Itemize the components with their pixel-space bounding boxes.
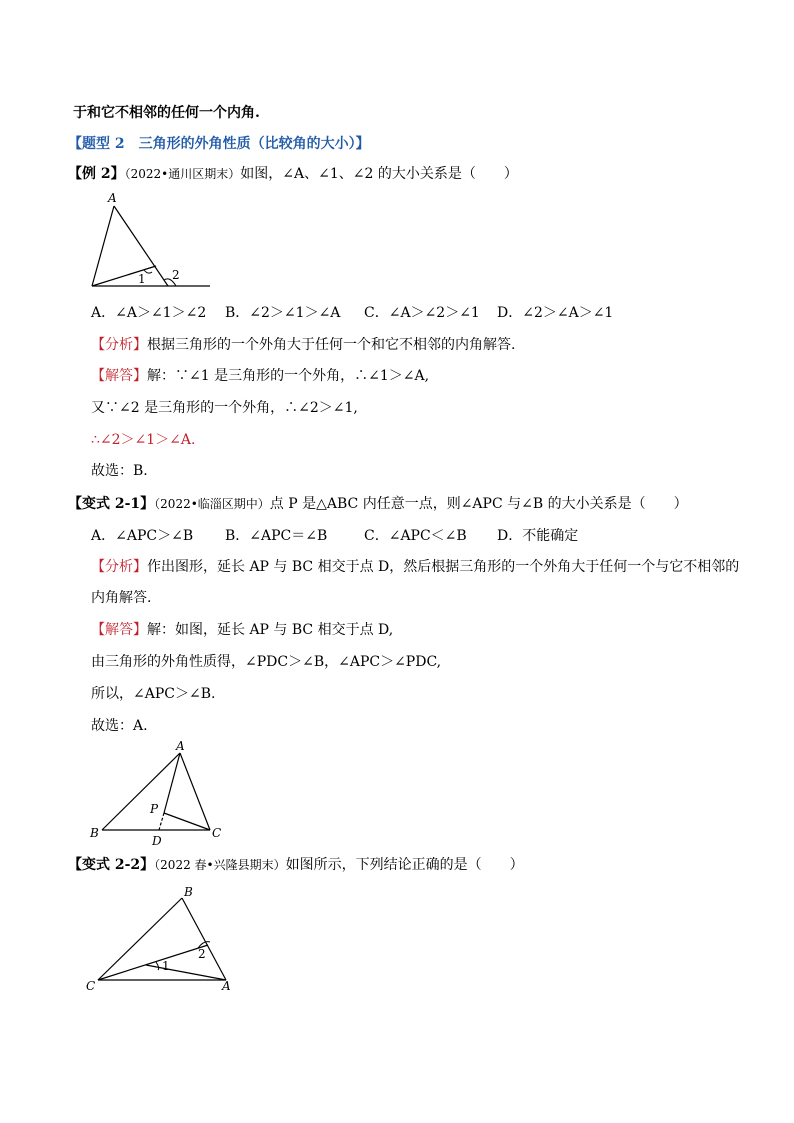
variant21-option-c: C．∠APC＜∠B [364, 528, 467, 544]
example2-label-1: 1 [138, 272, 146, 286]
variant21-question-text: 点 P 是△ABC 内任意一点，则∠APC 与∠B 的大小关系是（ ） [269, 496, 688, 512]
example2-cevian [92, 266, 156, 286]
variant21-segment-ap [164, 753, 180, 813]
variant21-option-a: A．∠APC＞∠B [91, 528, 194, 544]
example2-solution-line1: 解：∵∠1 是三角形的一个外角，∴∠1＞∠A, [147, 368, 430, 384]
example2-question [68, 164, 518, 184]
variant21-analysis-line2: 内角解答. [91, 590, 152, 606]
example2-side-left [92, 206, 114, 286]
variant21-solution-line1: 解：如图，延长 AP 与 BC 相交于点 D, [147, 622, 394, 638]
example2-label: 【例 2】 [68, 166, 125, 182]
variant22-question [68, 855, 524, 875]
example2-analysis [91, 335, 515, 355]
variant22-label-a: A [222, 979, 231, 993]
variant21-segment-pd [159, 813, 164, 830]
variant21-side-ab [102, 753, 180, 830]
example2-solution-3: ∴∠2＞∠1＞∠A. [91, 432, 196, 448]
example2-label-2: 2 [172, 268, 180, 282]
variant21-analysis [91, 557, 739, 577]
example2-option-d: D．∠2＞∠A＞∠1 [497, 305, 614, 321]
variant22-question-text: 如图所示，下列结论正确的是（ ） [285, 857, 524, 873]
example2-answer: 故选：B. [91, 463, 148, 479]
variant21-solution-3: 所以，∠APC＞∠B. [91, 686, 216, 702]
variant21-solution-label: 【解答】 [91, 622, 147, 638]
variant22-label-1: 1 [162, 959, 170, 973]
variant22-label-2: 2 [198, 947, 206, 961]
example2-analysis-label: 【分析】 [91, 337, 147, 353]
variant22-cevian-c [98, 945, 208, 980]
example2-solution-label: 【解答】 [91, 368, 147, 384]
variant21-option-b: B．∠APC＝∠B [225, 528, 328, 544]
example2-solution-1 [91, 366, 429, 386]
variant21-solution-1 [91, 620, 393, 640]
variant21-label: 【变式 2-1】 [68, 496, 155, 512]
example2-figure [80, 188, 230, 298]
variant22-label-c: C [86, 979, 96, 993]
variant21-analysis-text1: 作出图形，延长 AP 与 BC 相交于点 D，然后根据三角形的一个外角大于任何一个与它不相邻的 [147, 559, 740, 575]
variant22-side-ba [182, 898, 226, 980]
section-title: 【题型 2 三角形的外角性质（比较角的大小）】 [68, 136, 370, 152]
variant21-answer: 故选：A. [91, 718, 148, 734]
variant21-solution-2: 由三角形的外角性质得，∠PDC＞∠B，∠APC＞∠PDC, [91, 654, 442, 670]
variant22-label: 【变式 2-2】 [68, 857, 155, 873]
variant21-source: （2022•临淄区期中） [154, 497, 270, 511]
variant21-option-d: D．不能确定 [497, 528, 579, 544]
intro-tail-text: 于和它不相邻的任何一个内角. [73, 105, 260, 121]
variant21-side-ac [180, 753, 210, 830]
variant22-source: （2022 春•兴隆县期末） [154, 858, 286, 872]
variant22-figure [84, 882, 254, 997]
variant22-angle1-arc [156, 962, 159, 970]
example2-solution-2: 又∵∠2 是三角形的一个外角，∴∠2＞∠1, [91, 400, 358, 416]
variant21-question [68, 494, 688, 514]
example2-question-text: 如图，∠A、∠1、∠2 的大小关系是（ ） [240, 166, 518, 182]
variant21-segment-pc [164, 813, 210, 830]
example2-option-c: C．∠A＞∠2＞∠1 [364, 305, 480, 321]
example2-source: （2022•通川区期末） [124, 167, 241, 181]
variant21-label-a: A [176, 739, 185, 753]
variant21-analysis-label: 【分析】 [91, 559, 147, 575]
variant21-label-p: P [150, 802, 159, 816]
variant22-label-b: B [184, 885, 193, 899]
example2-analysis-text: 根据三角形的一个外角大于任何一个和它不相邻的内角解答. [147, 337, 516, 353]
example2-label-a: A [108, 191, 117, 205]
variant21-label-c: C [212, 826, 222, 840]
variant21-label-b: B [90, 826, 99, 840]
variant21-figure [84, 737, 254, 849]
variant21-label-d: D [152, 834, 162, 848]
variant22-cevian-a [146, 965, 226, 980]
example2-option-a: A．∠A＞∠1＞∠2 [91, 305, 207, 321]
example2-option-b: B．∠2＞∠1＞∠A [225, 305, 341, 321]
